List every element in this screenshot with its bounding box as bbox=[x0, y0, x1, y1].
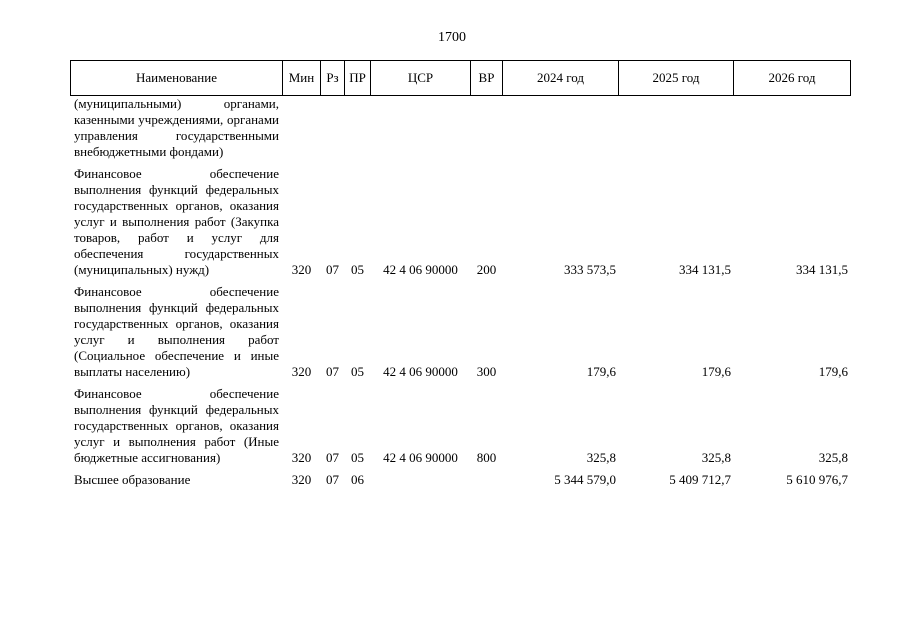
row-min: 320 bbox=[283, 472, 321, 488]
row-name: Финансовое обеспечение выполнения функций федеральных государственных органов, оказания услуг и выполнения работ (Иные бюджетные ассигнования) bbox=[71, 386, 283, 466]
row-rz: 07 bbox=[321, 166, 345, 278]
row-2025: 334 131,5 bbox=[619, 166, 734, 278]
row-name: (муниципальными) органами, казенными учреждениями, органами управления государственными внебюджетными фондами) bbox=[71, 96, 283, 161]
row-pr: 06 bbox=[345, 472, 371, 488]
header-csr: ЦСР bbox=[371, 61, 471, 96]
header-2024: 2024 год bbox=[503, 61, 619, 96]
row-min: 320 bbox=[283, 284, 321, 380]
row-vr: 200 bbox=[471, 166, 503, 278]
row-2024: 333 573,5 bbox=[503, 166, 619, 278]
row-2025: 179,6 bbox=[619, 284, 734, 380]
row-pr bbox=[345, 96, 371, 161]
row-rz: 07 bbox=[321, 386, 345, 466]
row-2026 bbox=[734, 96, 851, 161]
row-pr: 05 bbox=[345, 386, 371, 466]
row-vr bbox=[471, 96, 503, 161]
table-row bbox=[71, 96, 851, 161]
header-2025: 2025 год bbox=[619, 61, 734, 96]
page-number: 1700 bbox=[438, 30, 466, 45]
row-rz: 07 bbox=[321, 284, 345, 380]
row-csr: 42 4 06 90000 bbox=[371, 386, 471, 466]
row-vr bbox=[471, 472, 503, 488]
row-2024: 5 344 579,0 bbox=[503, 472, 619, 488]
row-min: 320 bbox=[283, 386, 321, 466]
row-2026: 325,8 bbox=[734, 386, 851, 466]
row-2024 bbox=[503, 96, 619, 161]
row-vr: 800 bbox=[471, 386, 503, 466]
header-vr: ВР bbox=[471, 61, 503, 96]
row-csr bbox=[371, 472, 471, 488]
row-name: Финансовое обеспечение выполнения функций федеральных государственных органов, оказания услуг и выполнения работ (Закупка товаров, работ и услуг для обеспечения государственных (муниципальных) нужд) bbox=[71, 166, 283, 278]
row-rz bbox=[321, 96, 345, 161]
row-2026: 334 131,5 bbox=[734, 166, 851, 278]
header-2026: 2026 год bbox=[734, 61, 851, 96]
row-2024: 179,6 bbox=[503, 284, 619, 380]
header-name: Наименование bbox=[71, 61, 283, 96]
table-row bbox=[71, 284, 851, 380]
row-csr: 42 4 06 90000 bbox=[371, 284, 471, 380]
table-row bbox=[71, 166, 851, 278]
row-2025: 325,8 bbox=[619, 386, 734, 466]
row-name: Финансовое обеспечение выполнения функций федеральных государственных органов, оказания услуг и выполнения работ (Социальное обеспечение и иные выплаты населению) bbox=[71, 284, 283, 380]
row-2026: 5 610 976,7 bbox=[734, 472, 851, 488]
row-pr: 05 bbox=[345, 284, 371, 380]
row-vr: 300 bbox=[471, 284, 503, 380]
row-min bbox=[283, 96, 321, 161]
row-2024: 325,8 bbox=[503, 386, 619, 466]
row-rz: 07 bbox=[321, 472, 345, 488]
row-min: 320 bbox=[283, 166, 321, 278]
row-name: Высшее образование bbox=[71, 472, 283, 488]
row-csr: 42 4 06 90000 bbox=[371, 166, 471, 278]
row-pr: 05 bbox=[345, 166, 371, 278]
row-2025 bbox=[619, 96, 734, 161]
table-header-row bbox=[71, 61, 851, 96]
row-2026: 179,6 bbox=[734, 284, 851, 380]
budget-table bbox=[70, 60, 851, 488]
row-2025: 5 409 712,7 bbox=[619, 472, 734, 488]
header-rz: Рз bbox=[321, 61, 345, 96]
table-row bbox=[71, 472, 851, 488]
header-min: Мин bbox=[283, 61, 321, 96]
row-csr bbox=[371, 96, 471, 161]
header-pr: ПР bbox=[345, 61, 371, 96]
table-row bbox=[71, 386, 851, 466]
